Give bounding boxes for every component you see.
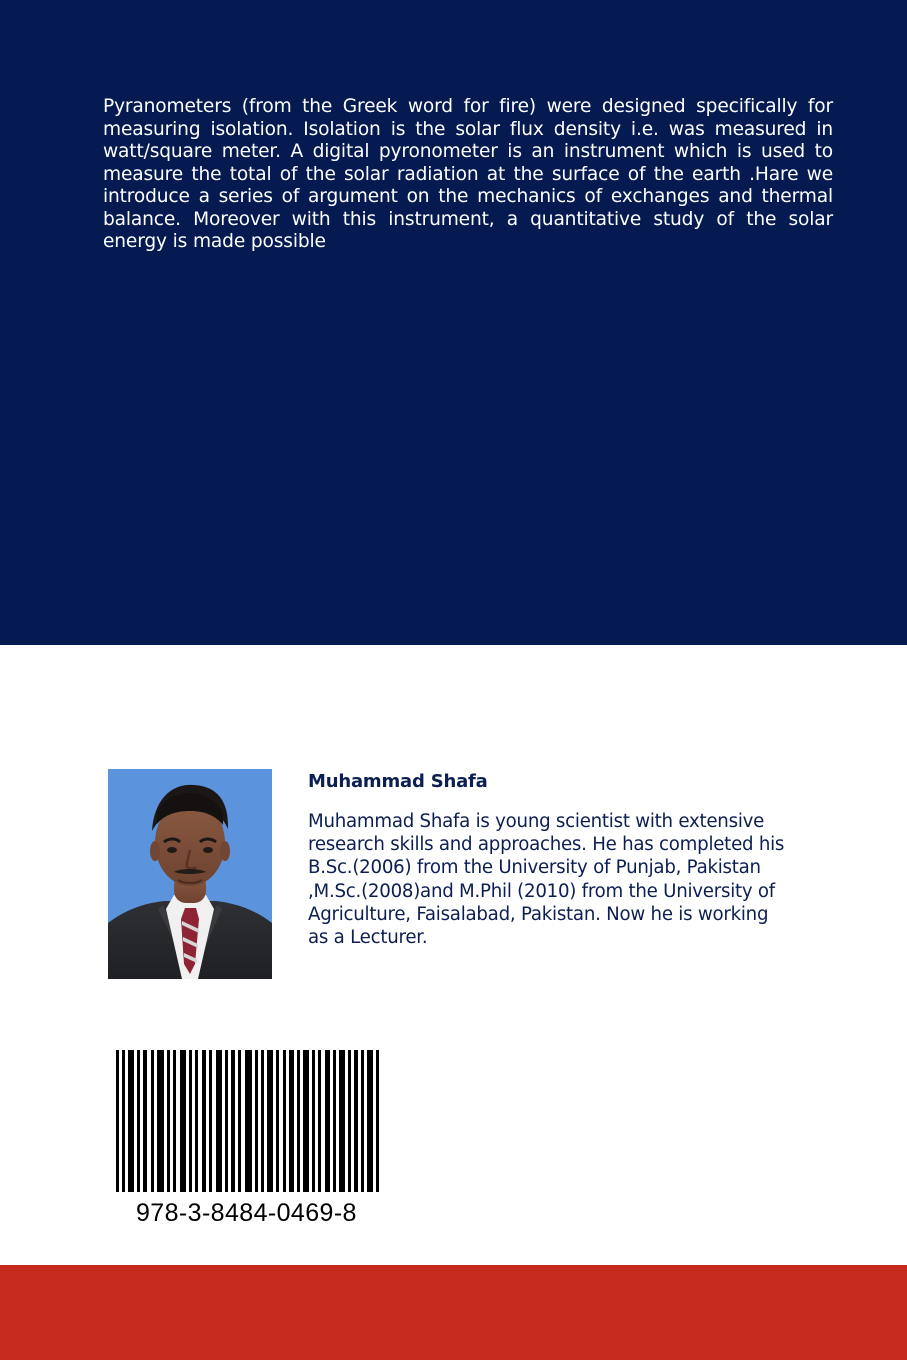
- author-section: [0, 645, 907, 1265]
- isbn-number: 978-3-8484-0469-8: [136, 1199, 357, 1227]
- author-bio-line: Muhammad Shafa is young scientist with extensive: [308, 811, 765, 832]
- author-bio-line: Agriculture, Faisalabad, Pakistan. Now he is working: [308, 903, 769, 925]
- author-portrait-illustration: [108, 769, 272, 979]
- author-name: Muhammad Shafa: [308, 771, 488, 792]
- author-bio-line: as a Lecturer.: [308, 927, 428, 949]
- bottom-band: [0, 1265, 907, 1360]
- author-bio: [308, 810, 828, 949]
- top-panel: [0, 0, 907, 645]
- author-bio-line: B.Sc.(2006) from the University of Punjab, Pakistan: [308, 857, 761, 879]
- author-bio-line: research skills and approaches. He has completed his: [308, 834, 785, 856]
- book-blurb: Pyranometers (from the Greek word for fire) were designed specifically for measuring isolation. Isolation is the solar flux density i.e. was measured in watt/square meter. A digital pyronometer is an instrument which is used to measure the total of the solar radiation at the surface of the earth .Hare we introduce a series of argument on the mechanics of exchanges and thermal balance. Moreover with this instrument, a quantitative study of the solar energy is made possible: [103, 96, 833, 252]
- author-bio-line: ,M.Sc.(2008)and M.Phil (2010) from the University of: [308, 880, 775, 902]
- author-photo: [108, 769, 272, 979]
- isbn-barcode: [116, 1050, 382, 1192]
